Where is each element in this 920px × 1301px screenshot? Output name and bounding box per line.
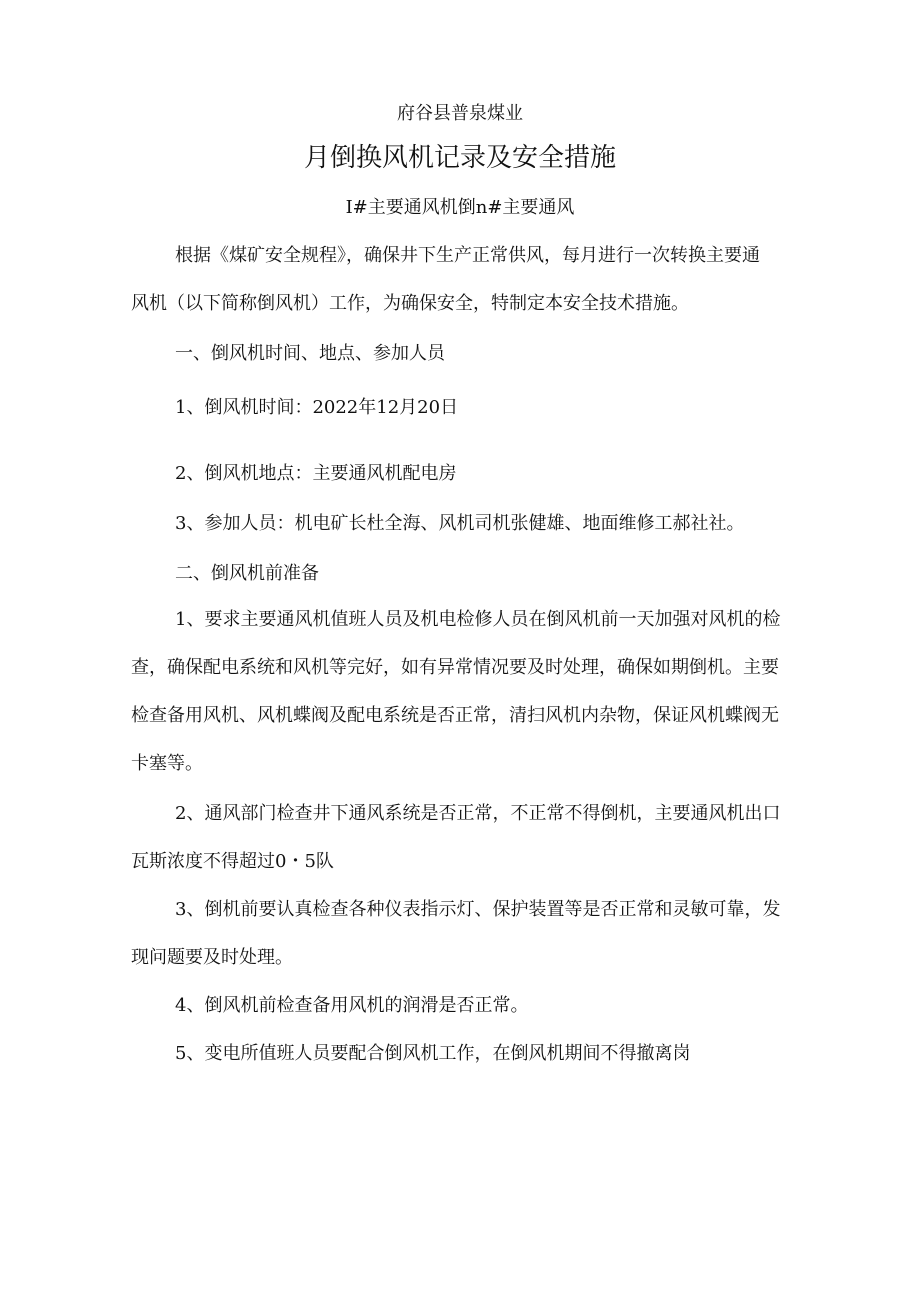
prep-item-2-line-1: 2、通风部门检查井下通风系统是否正常，不正常不得倒机，主要通风机出口	[175, 803, 781, 824]
intro-line-1: 根据《煤矿安全规程》，确保井下生产正常供风，每月进行一次转换主要通	[175, 245, 760, 266]
prep-item-3-line-2: 现问题要及时处理。	[131, 947, 293, 968]
item-location: 2、倒风机地点：主要通风机配电房	[175, 463, 457, 484]
prep-item-1-line-2: 查，确保配电系统和风机等完好，如有异常情况要及时处理，确保如期倒机。主要	[131, 657, 779, 678]
intro-line-2: 风机（以下简称倒风机）工作，为确保安全，特制定本安全技术措施。	[131, 293, 689, 314]
prep-item-5: 5、变电所值班人员要配合倒风机工作，在倒风机期间不得撤离岗	[175, 1043, 691, 1064]
item-participants: 3、参加人员：机电矿长杜全海、风机司机张健雄、地面维修工郝社社。	[175, 513, 745, 534]
document-subtitle: I#主要通风机倒n#主要通风	[345, 197, 575, 218]
prep-item-1-line-3: 检查备用风机、风机蝶阀及配电系统是否正常，清扫风机内杂物，保证风机蝶阀无	[131, 705, 779, 726]
document-title: 月倒换风机记录及安全措施	[303, 143, 616, 173]
prep-item-1-line-1: 1、要求主要通风机值班人员及机电检修人员在倒风机前一天加强对风机的检	[175, 609, 781, 630]
organization-name: 府谷县普泉煤业	[397, 103, 523, 124]
prep-item-4: 4、倒风机前检查备用风机的润滑是否正常。	[175, 995, 529, 1016]
section-heading-1: 一、倒风机时间、地点、参加人员	[175, 343, 445, 364]
section-heading-2: 二、倒风机前准备	[175, 563, 319, 584]
prep-item-1-line-4: 卡塞等。	[131, 753, 203, 774]
prep-item-2-line-2: 瓦斯浓度不得超过0・5队	[131, 851, 334, 872]
item-time: 1、倒风机时间：2022年12月20日	[175, 397, 459, 418]
prep-item-3-line-1: 3、倒机前要认真检查各种仪表指示灯、保护装置等是否正常和灵敏可靠，发	[175, 899, 781, 920]
